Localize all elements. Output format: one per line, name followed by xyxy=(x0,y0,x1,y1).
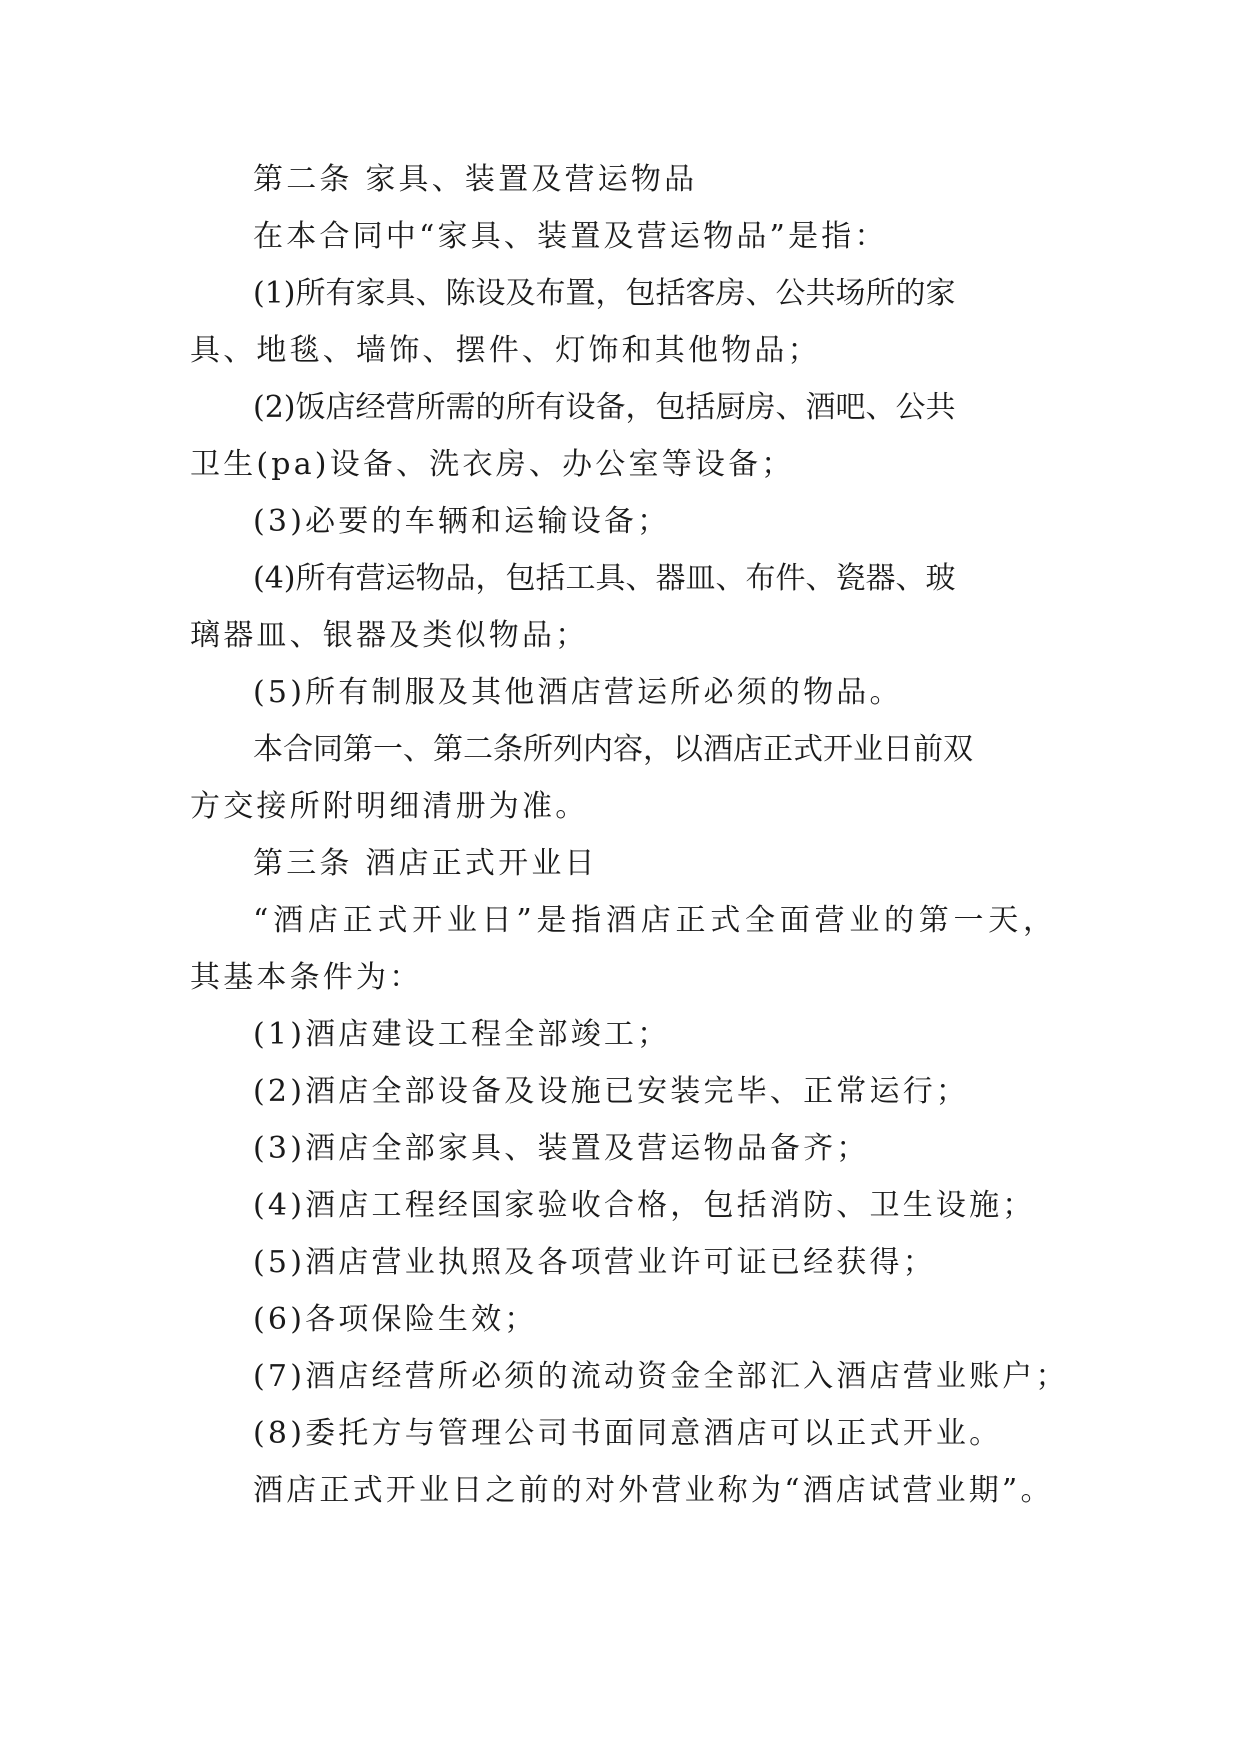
condition-item-7: (7)酒店经营所必须的流动资金全部汇入酒店营业账户； xyxy=(253,1359,1069,1394)
condition-item-8: (8)委托方与管理公司书面同意酒店可以正式开业。 xyxy=(253,1416,1003,1451)
condition-item-1: (1)酒店建设工程全部竣工； xyxy=(253,1017,671,1052)
condition-item-4: (4)酒店工程经国家验收合格，包括消防、卫生设施； xyxy=(253,1188,1036,1223)
list-item-2-line-2: 卫生(pa)设备、洗衣房、办公室等设备； xyxy=(190,447,795,482)
list-item-4-line-1: (4)所有营运物品，包括工具、器皿、布件、瓷器、玻 xyxy=(253,561,956,596)
paragraph-opening-day-line-1: “酒店正式开业日”是指酒店正式全面营业的第一天， xyxy=(253,903,1053,938)
paragraph-scope-line-2: 方交接所附明细清册为准。 xyxy=(190,789,589,824)
list-item-1-line-1: (1)所有家具、陈设及布置，包括客房、公共场所的家 xyxy=(253,276,956,311)
list-item-3: (3)必要的车辆和运输设备； xyxy=(253,504,671,539)
paragraph-trial-period: 酒店正式开业日之前的对外营业称为“酒店试营业期”。 xyxy=(253,1473,1054,1508)
article-3-heading: 第三条 酒店正式开业日 xyxy=(253,846,598,881)
article-2-heading: 第二条 家具、装置及营运物品 xyxy=(253,162,698,197)
paragraph-opening-day-line-2: 其基本条件为： xyxy=(190,960,423,995)
paragraph-definition-intro: 在本合同中“家具、装置及营运物品”是指： xyxy=(253,219,888,254)
condition-item-2: (2)酒店全部设备及设施已安装完毕、正常运行； xyxy=(253,1074,970,1109)
condition-item-5: (5)酒店营业执照及各项营业许可证已经获得； xyxy=(253,1245,936,1280)
paragraph-scope-line-1: 本合同第一、第二条所列内容，以酒店正式开业日前双 xyxy=(253,732,973,767)
list-item-4-line-2: 璃器皿、银器及类似物品； xyxy=(190,618,589,653)
condition-item-6: (6)各项保险生效； xyxy=(253,1302,538,1337)
list-item-5: (5)所有制服及其他酒店营运所必须的物品。 xyxy=(253,675,903,710)
list-item-1-line-2: 具、地毯、墙饰、摆件、灯饰和其他物品； xyxy=(190,333,821,368)
list-item-2-line-1: (2)饭店经营所需的所有设备，包括厨房、酒吧、公共 xyxy=(253,390,956,425)
condition-item-3: (3)酒店全部家具、装置及营运物品备齐； xyxy=(253,1131,870,1166)
